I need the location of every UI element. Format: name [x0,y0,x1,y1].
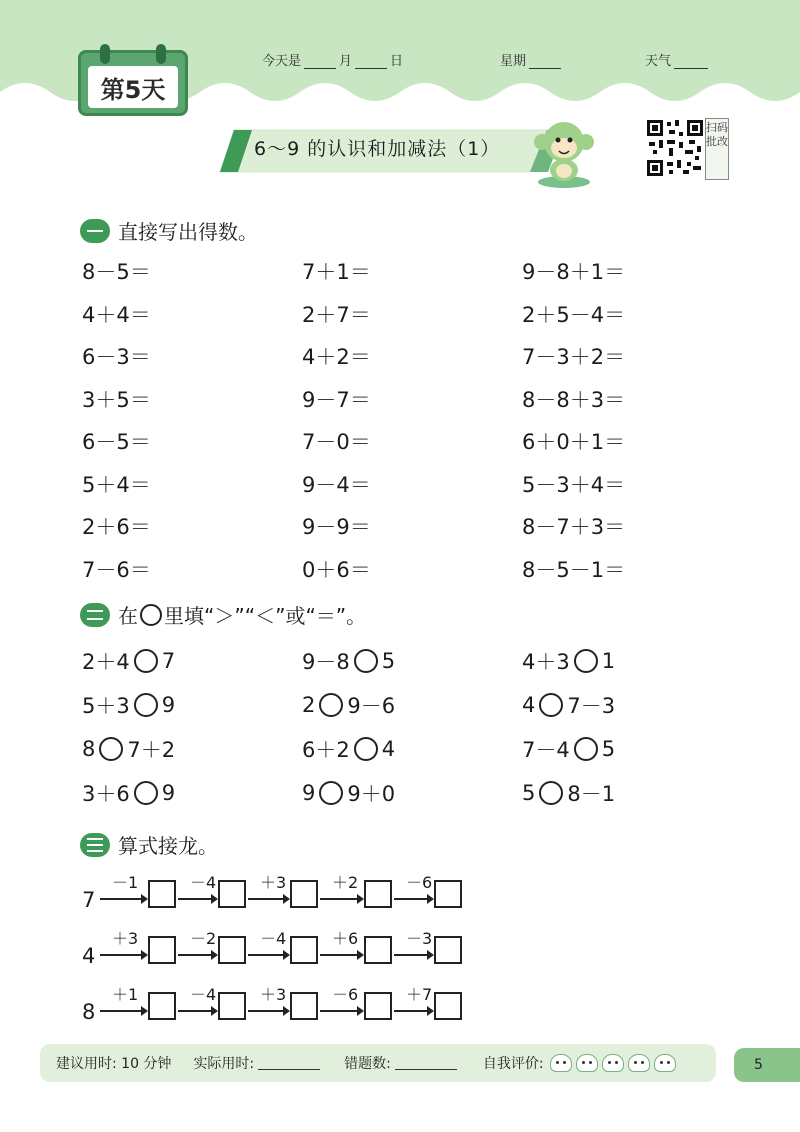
day-badge [78,44,188,116]
chain-answer-box[interactable] [148,880,176,908]
date-field [262,50,403,69]
circle-symbol-icon [140,604,162,626]
actual-time-blank[interactable] [258,1056,320,1070]
equation-item[interactable]: 9－9＝ [302,515,371,539]
suggested-time: 建议用时: 10 分钟 [56,1056,172,1072]
day-blank[interactable] [355,57,387,69]
chain-start-number: 7 [82,888,96,912]
compare-item [82,690,175,720]
chain-operation: －6 [406,873,433,892]
self-eval-faces [550,1054,680,1072]
chain-operation: ＋1 [112,985,139,1004]
chain-operation: －2 [190,929,217,948]
chain-answer-box[interactable] [218,992,246,1020]
compare-answer-circle[interactable] [134,649,158,673]
compare-item [302,690,395,720]
chain-arrow [178,954,216,956]
weekday-label: 星期 [500,54,527,69]
errors-blank[interactable] [395,1056,457,1070]
chain-answer-box[interactable] [218,880,246,908]
equation-item[interactable]: 8－5＝ [82,260,151,284]
chain-answer-box[interactable] [434,880,462,908]
compare-item [302,734,395,764]
section-1-heading [80,216,258,245]
chain-answer-box[interactable] [290,880,318,908]
weekday-blank[interactable] [529,57,561,69]
page-title: 6～9 的认识和加减法（1） [254,138,501,160]
chain-operation: ＋3 [260,985,287,1004]
compare-right: 7－3 [567,694,616,718]
qr-code-icon[interactable] [645,118,705,178]
title-banner [212,124,572,178]
section-3-number-badge [80,833,110,857]
actual-time-label: 实际用时: [193,1056,255,1072]
month-label: 月 [339,54,353,69]
compare-answer-circle[interactable] [574,737,598,761]
chain-answer-box[interactable] [434,936,462,964]
section-2-number-badge [80,603,110,627]
chain-row [82,873,482,920]
section-2-title-post: 里填“＞”“＜”或“＝”。 [164,604,367,628]
compare-right: 9＋0 [347,782,396,806]
compare-right: 1 [601,649,616,673]
chain-arrow [248,1010,288,1012]
section-1-number-badge [80,219,110,243]
compare-right: 9 [161,693,176,717]
chain-answer-box[interactable] [290,936,318,964]
chain-answer-box[interactable] [364,992,392,1020]
compare-right: 4 [381,737,396,761]
section-1-title: 直接写出得数。 [118,220,258,244]
compare-right: 9 [161,781,176,805]
face-rating-icon[interactable] [628,1054,650,1072]
chain-arrow [178,1010,216,1012]
equation-item[interactable]: 5＋4＝ [82,472,151,497]
weather-blank[interactable] [674,57,708,69]
chain-arrow [100,1010,146,1012]
weather-field [645,50,711,69]
chain-operation: ＋7 [406,985,433,1004]
equation-item[interactable]: 6－3＝ [82,345,151,369]
compare-left: 4＋3 [522,650,570,674]
section-3-title: 算式接龙。 [118,834,218,858]
compare-answer-circle[interactable] [539,781,563,805]
compare-left: 6＋2 [302,738,350,762]
section-2-title-pre: 在 [118,604,138,628]
equation-item[interactable]: 9－7＝ [302,387,371,412]
chain-arrow [394,898,432,900]
weekday-field [500,50,564,69]
compare-right: 7＋2 [127,738,176,762]
compare-left: 8 [82,737,96,761]
compare-answer-circle[interactable] [319,693,343,717]
section-2-heading [80,600,366,629]
equation-item[interactable]: 4＋4＝ [82,302,151,327]
weather-label: 天气 [645,54,672,69]
equation-item[interactable]: 8－8＋3＝ [522,387,626,412]
compare-right: 5 [601,737,616,761]
chain-arrow [100,954,146,956]
chain-row [82,929,482,976]
compare-right: 8－1 [567,782,616,806]
equation-item[interactable]: 7－6＝ [82,557,151,582]
chain-operation: ＋3 [260,873,287,892]
compare-item [82,734,175,764]
equation-item[interactable]: 9－8＋1＝ [522,260,626,284]
chain-answer-box[interactable] [290,992,318,1020]
compare-answer-circle[interactable] [354,737,378,761]
compare-left: 5＋3 [82,694,130,718]
chain-operation: －1 [112,873,139,892]
chain-answer-box[interactable] [434,992,462,1020]
chain-operation: －4 [190,873,217,892]
chain-arrow [248,954,288,956]
day-badge-label: 第5天 [88,66,178,108]
chain-arrow [100,898,146,900]
chain-operation: ＋6 [332,929,359,948]
equation-item[interactable]: 8－7＋3＝ [522,515,626,539]
chain-operation: －6 [332,985,359,1004]
equation-item[interactable]: 6＋0＋1＝ [522,430,626,454]
self-eval-label: 自我评价: [482,1056,544,1072]
equation-item[interactable]: 5－3＋4＝ [522,472,626,497]
equation-item[interactable]: 7－0＝ [302,430,371,454]
equation-item[interactable]: 2＋5－4＝ [522,302,626,327]
compare-left: 9－8 [302,650,350,674]
equation-item[interactable]: 7－3＋2＝ [522,345,626,369]
chain-arrow [394,954,432,956]
compare-left: 5 [522,781,536,805]
day-label: 日 [390,54,404,69]
compare-answer-circle[interactable] [134,781,158,805]
equation-item[interactable]: 6－5＝ [82,430,151,454]
chain-answer-box[interactable] [364,936,392,964]
equation-item[interactable]: 7＋1＝ [302,260,371,284]
month-blank[interactable] [304,57,336,69]
chain-answer-box[interactable] [148,936,176,964]
chain-arrow [320,898,362,900]
chain-arrow [320,1010,362,1012]
compare-right: 7 [161,649,176,673]
compare-item [82,646,175,676]
face-rating-icon[interactable] [654,1054,676,1072]
face-rating-icon[interactable] [550,1054,572,1072]
compare-answer-circle[interactable] [574,649,598,673]
compare-right: 9－6 [347,694,396,718]
chain-arrow [320,954,362,956]
chain-operation: －4 [260,929,287,948]
date-prefix: 今天是 [262,54,302,69]
chain-start-number: 4 [82,944,96,968]
equation-item[interactable]: 3＋5＝ [82,387,151,412]
compare-item [522,646,615,676]
compare-item [302,646,395,676]
chain-answer-box[interactable] [148,992,176,1020]
compare-answer-circle[interactable] [354,649,378,673]
chain-row [82,985,482,1032]
compare-answer-circle[interactable] [539,693,563,717]
compare-left: 4 [522,693,536,717]
compare-right: 5 [381,649,396,673]
errors-label: 错题数: [344,1056,391,1072]
equation-item[interactable]: 0＋6＝ [302,557,371,582]
chain-operation: －3 [406,929,433,948]
compare-item [522,778,615,808]
equation-item[interactable]: 8－5－1＝ [522,557,626,582]
chain-arrow [178,898,216,900]
compare-item [302,778,395,808]
chain-arrow [248,898,288,900]
face-rating-icon[interactable] [576,1054,598,1072]
chain-operation: ＋3 [112,929,139,948]
compare-item [522,690,615,720]
footer-bar [40,1044,716,1082]
compare-answer-circle[interactable] [134,693,158,717]
chain-start-number: 8 [82,1000,96,1024]
scan-to-grade-tag[interactable]: 扫码批改 [705,118,729,180]
chain-operation: －4 [190,985,217,1004]
chain-operation: ＋2 [332,873,359,892]
compare-left: 2＋4 [82,650,130,674]
chain-arrow [394,1010,432,1012]
face-rating-icon[interactable] [602,1054,624,1072]
compare-answer-circle[interactable] [99,737,123,761]
chain-answer-box[interactable] [218,936,246,964]
equation-item[interactable]: 9－4＝ [302,472,371,497]
compare-item [82,778,175,808]
compare-left: 7－4 [522,738,570,762]
page-number: 5 [734,1048,800,1082]
compare-left: 2 [302,693,316,717]
monkey-mascot-icon [528,116,600,190]
compare-answer-circle[interactable] [319,781,343,805]
compare-item [522,734,615,764]
equation-item[interactable]: 2＋6＝ [82,515,151,539]
compare-left: 9 [302,781,316,805]
equation-item[interactable]: 2＋7＝ [302,302,371,327]
compare-left: 3＋6 [82,782,130,806]
section-3-heading [80,830,218,859]
chain-answer-box[interactable] [364,880,392,908]
equation-item[interactable]: 4＋2＝ [302,345,371,369]
